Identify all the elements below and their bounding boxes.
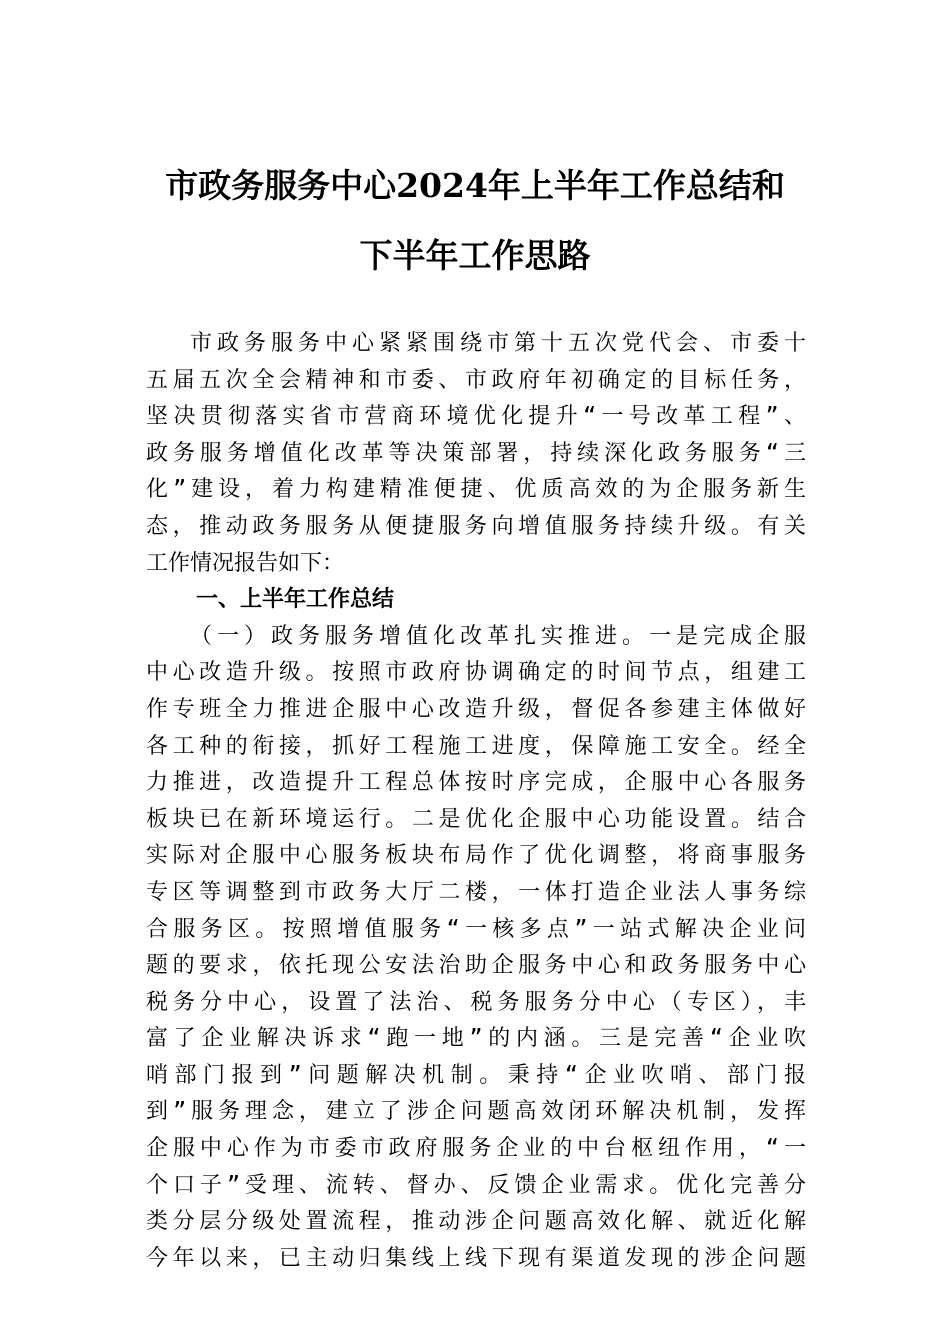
section-line: 到”服务理念，建立了涉企问题高效闭环解决机制，发挥 bbox=[146, 1099, 806, 1125]
section-line: 今年以来，已主动归集线上线下现有渠道发现的涉企问题 bbox=[146, 1245, 806, 1271]
document-title-line-1: 市政务服务中心2024年上半年工作总结和 bbox=[165, 166, 785, 205]
document-body bbox=[146, 326, 806, 1277]
section-line: 哨部门报到”问题解决机制。秉持“企业吹哨、部门报 bbox=[146, 1062, 806, 1088]
intro-paragraph bbox=[146, 326, 806, 582]
section-paragraph bbox=[146, 619, 806, 1278]
section-line: （一）政务服务增值化改革扎实推进。一是完成企服 bbox=[190, 623, 806, 649]
section-line: 各工种的衔接，抓好工程施工进度，保障施工安全。经全 bbox=[146, 733, 806, 759]
section-line: 类分层分级处置流程，推动涉企问题高效化解、就近化解 bbox=[146, 1209, 806, 1235]
section-line: 专区等调整到市政务大厅二楼，一体打造企业法人事务综 bbox=[146, 879, 806, 905]
section-line: 合服务区。按照增值服务“一核多点”一站式解决企业问 bbox=[146, 916, 806, 942]
section-line: 板块已在新环境运行。二是优化企服中心功能设置。结合 bbox=[146, 806, 806, 832]
section-line: 企服中心作为市委市政府服务企业的中台枢纽作用，“一 bbox=[146, 1136, 806, 1162]
section-line: 税务分中心，设置了法治、税务服务分中心（专区），丰 bbox=[146, 989, 806, 1015]
section-line: 中心改造升级。按照市政府协调确定的时间节点，组建工 bbox=[146, 660, 806, 686]
section-line: 题的要求，依托现公安法治助企服务中心和政务服务中心 bbox=[146, 953, 806, 979]
section-line: 个口子”受理、流转、督办、反馈企业需求。优化完善分 bbox=[146, 1172, 806, 1198]
section-line: 力推进，改造提升工程总体按时序完成，企服中心各服务 bbox=[146, 770, 806, 796]
section-heading: 一、上半年工作总结 bbox=[196, 587, 395, 613]
intro-line: 坚决贯彻落实省市营商环境优化提升“一号改革工程”、 bbox=[146, 404, 806, 430]
section-line: 实际对企服中心服务板块布局作了优化调整，将商事服务 bbox=[146, 843, 806, 869]
intro-line: 化”建设，着力构建精准便捷、优质高效的为企服务新生 bbox=[146, 477, 806, 503]
section-line: 富了企业解决诉求“跑一地”的内涵。三是完善“企业吹 bbox=[146, 1026, 806, 1052]
document-title-line-2: 下半年工作思路 bbox=[359, 236, 591, 275]
intro-line: 政务服务增值化改革等决策部署，持续深化政务服务“三 bbox=[146, 440, 806, 466]
intro-line: 市政务服务中心紧紧围绕市第十五次党代会、市委十 bbox=[190, 331, 806, 356]
intro-line: 工作情况报告如下： bbox=[146, 550, 345, 576]
section-line: 作专班全力推进企服中心改造升级，督促各参建主体做好 bbox=[146, 696, 806, 722]
intro-line: 五届五次全会精神和市委、市政府年初确定的目标任务， bbox=[146, 367, 806, 393]
intro-line: 态，推动政务服务从便捷服务向增值服务持续升级。有关 bbox=[146, 513, 806, 539]
